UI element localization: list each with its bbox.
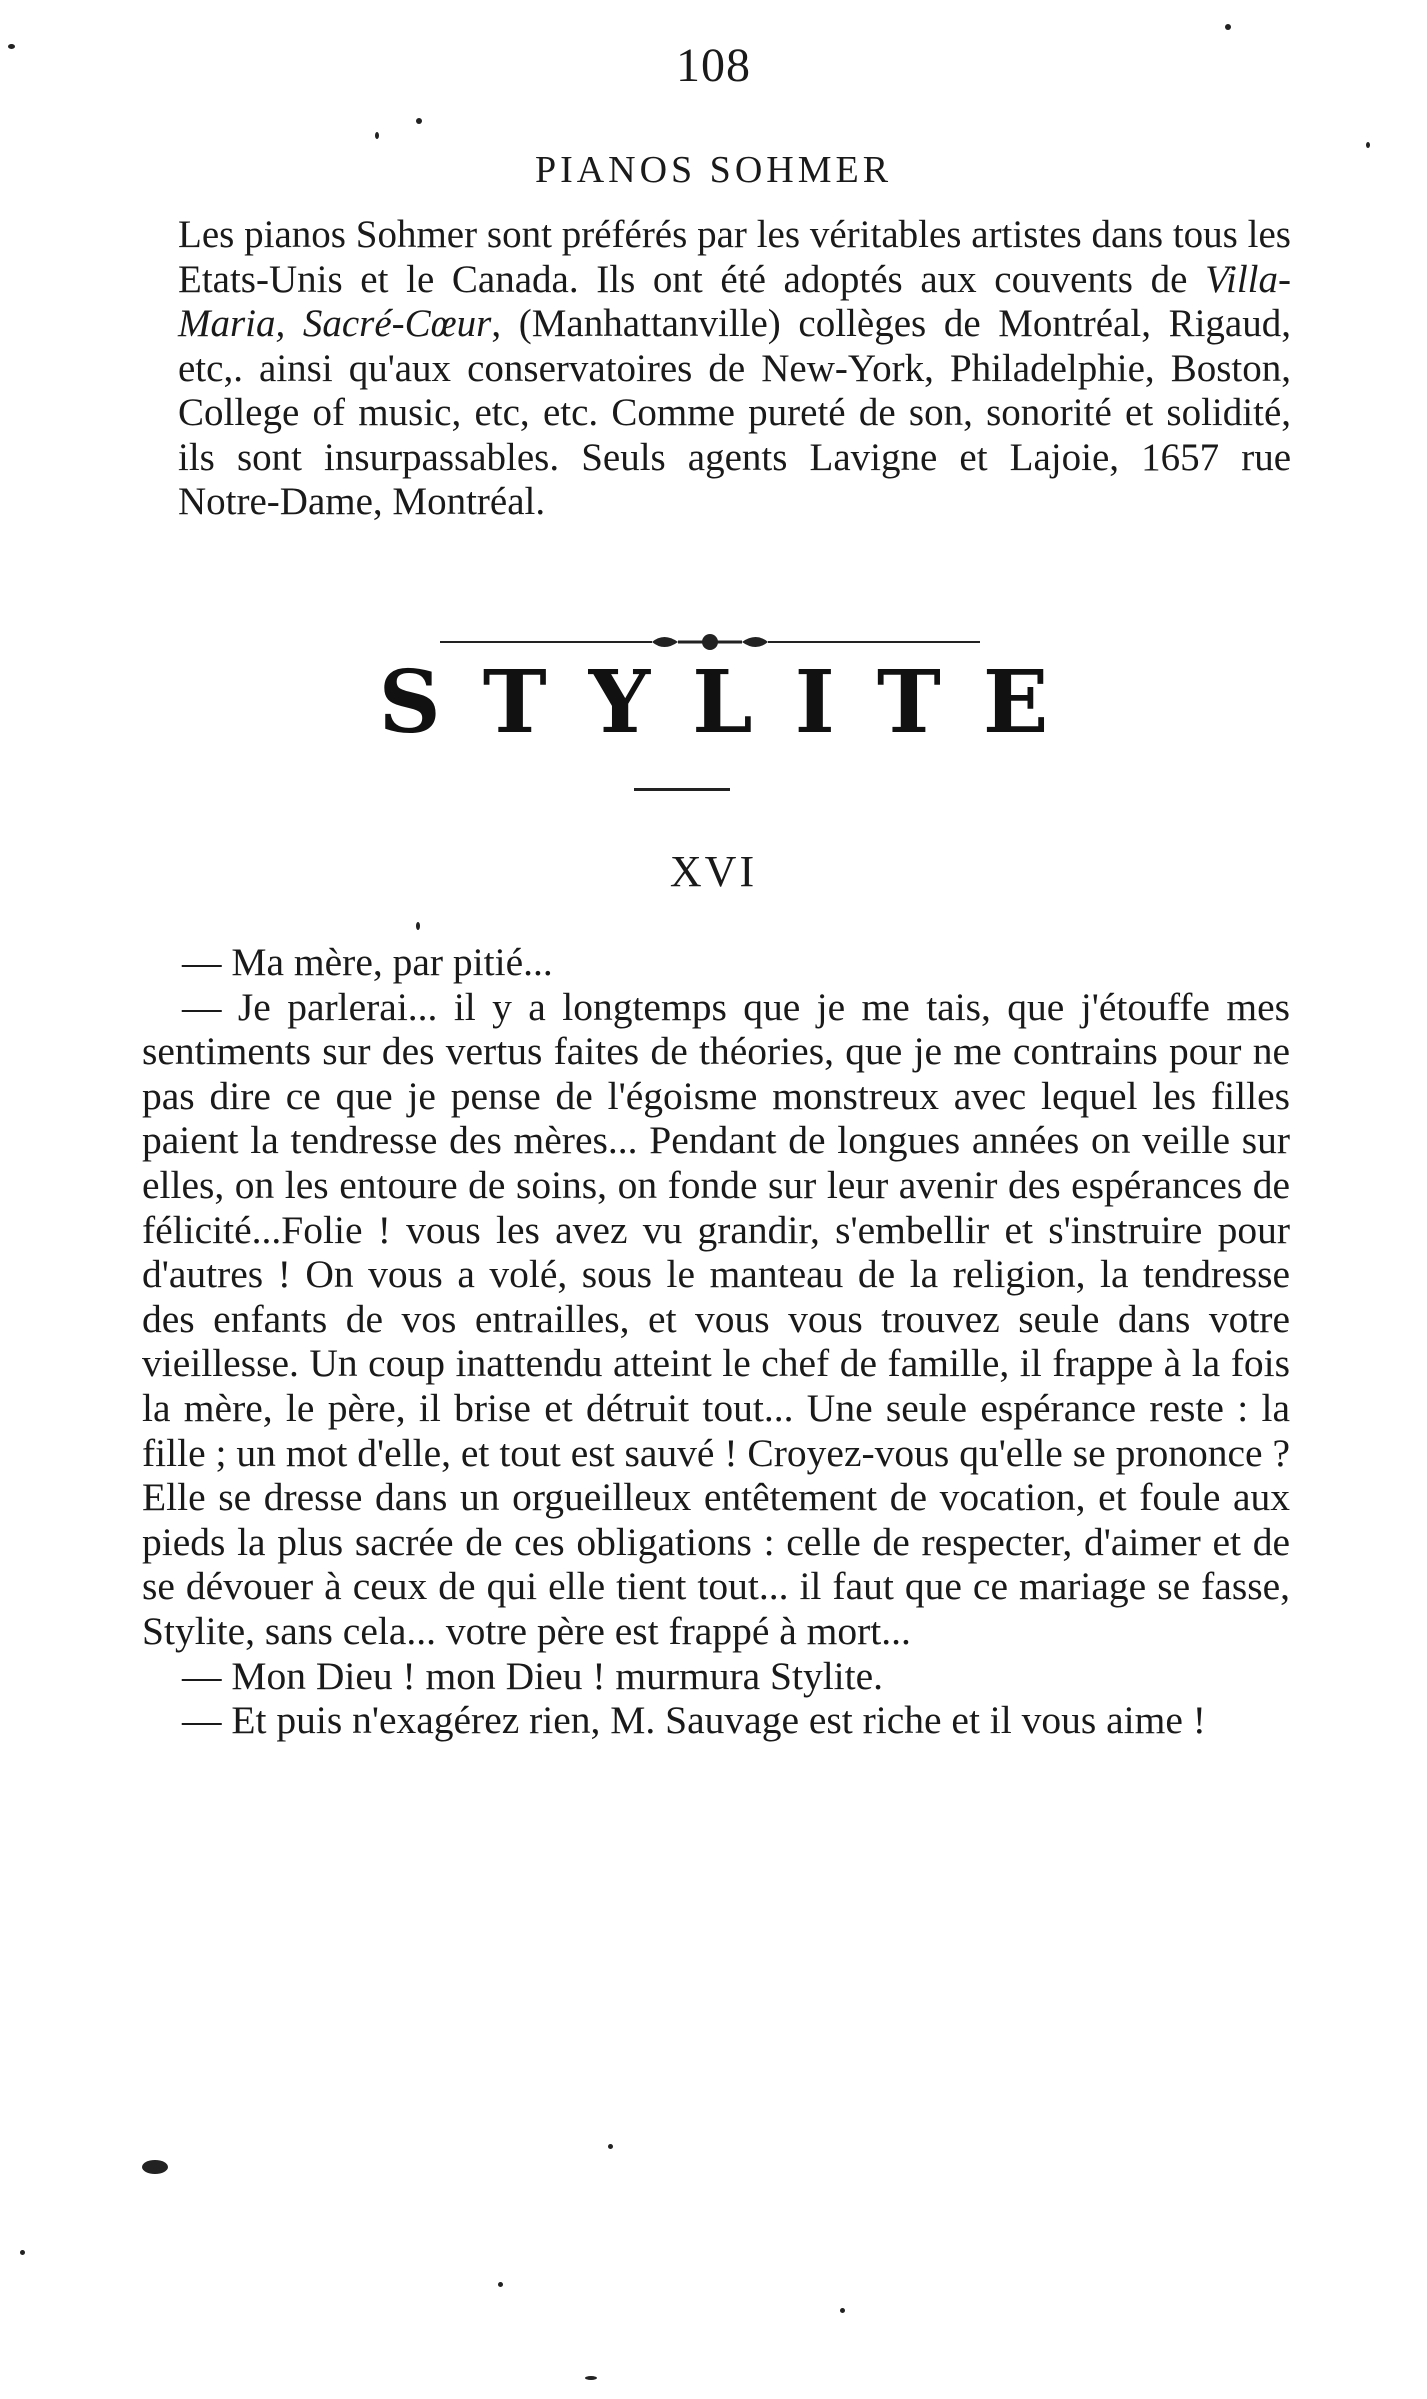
title-rule bbox=[634, 788, 730, 791]
print-speck bbox=[1225, 24, 1231, 30]
chapter-paragraph: — Et puis n'exagérez rien, M. Sauvage est riche et il vous aime ! bbox=[182, 1698, 1206, 1743]
chapter-paragraph: — Je parlerai... il y a longtemps que je me tais, que j'étouffe mes sentiments sur des vertus faites de théories, que je me contrains pour ne pas dire ce que je pense de l'égoisme monstreux avec lequel les filles paient la tendresse des mères... Pendant de longues années on veille sur elles, on les entoure de soins, on fonde sur leur avenir des espérances de félicité...Folie ! vous les avez vu grandir, s'embellir et s'instruire pour d'autres ! On vous a volé, sous le manteau de la religion, la tendresse des enfants de vos entrailles, et vous vous trouvez seule dans votre vieillesse. Un coup inattendu atteint le chef de famille, il frappe à la fois la mère, le père, il brise et détruit tout... Une seule espérance reste : la fille ; un mot d'elle, et tout est sauvé ! Croyez-vous qu'elle se prononce ? Elle se dresse dans un orgueilleux entêtement de vocation, et foule aux pieds la plus sacrée de ces obligations : celle de respecter, d'aimer et de se dévouer à ceux de qui elle tient tout... il faut que ce mariage se fasse, Stylite, sans cela... votre père est frappé à mort... bbox=[142, 984, 1290, 1653]
advertisement-italic-text: Villa-Maria, Sacré-Cœur bbox=[178, 257, 1291, 345]
chapter-paragraph: — Ma mère, par pitié... bbox=[182, 940, 553, 984]
print-speck bbox=[416, 922, 420, 930]
chapter-paragraph: — Mon Dieu ! mon Dieu ! murmura Stylite. bbox=[182, 1653, 884, 1698]
print-speck bbox=[416, 118, 422, 124]
advertisement-title: PIANOS SOHMER bbox=[534, 149, 893, 191]
print-speck bbox=[375, 132, 379, 139]
print-speck bbox=[20, 2250, 25, 2255]
print-speck bbox=[585, 2376, 597, 2380]
chapter-body bbox=[142, 940, 1290, 1743]
print-speck bbox=[840, 2308, 845, 2313]
print-speck bbox=[8, 44, 15, 49]
page-number: 108 bbox=[676, 39, 751, 92]
novel-title: STYLITE bbox=[378, 652, 1091, 753]
print-speck bbox=[142, 2160, 168, 2174]
advertisement-text-end: , (Manhattanville) collèges de Montréal, Rigaud, etc,. ainsi qu'aux conservatoires de New-York, Philadelphie, Boston, College of music, etc, etc. Comme pureté de son, sonorité et solidité, ils sont insurpassables. Seuls agents Lavigne et Lajoie, 1657 rue Notre-Dame, Montréal. bbox=[178, 302, 1291, 523]
chapter-number: XVI bbox=[669, 847, 758, 896]
advertisement-text-start: Les pianos Sohmer sont préférés par les véritables artistes dans tous les Etats-Unis et le Canada. Ils ont été adoptés aux couvents de bbox=[178, 213, 1291, 301]
print-speck bbox=[608, 2144, 613, 2149]
print-speck bbox=[1366, 142, 1370, 148]
advertisement-body bbox=[178, 213, 1291, 525]
print-speck bbox=[498, 2282, 503, 2287]
